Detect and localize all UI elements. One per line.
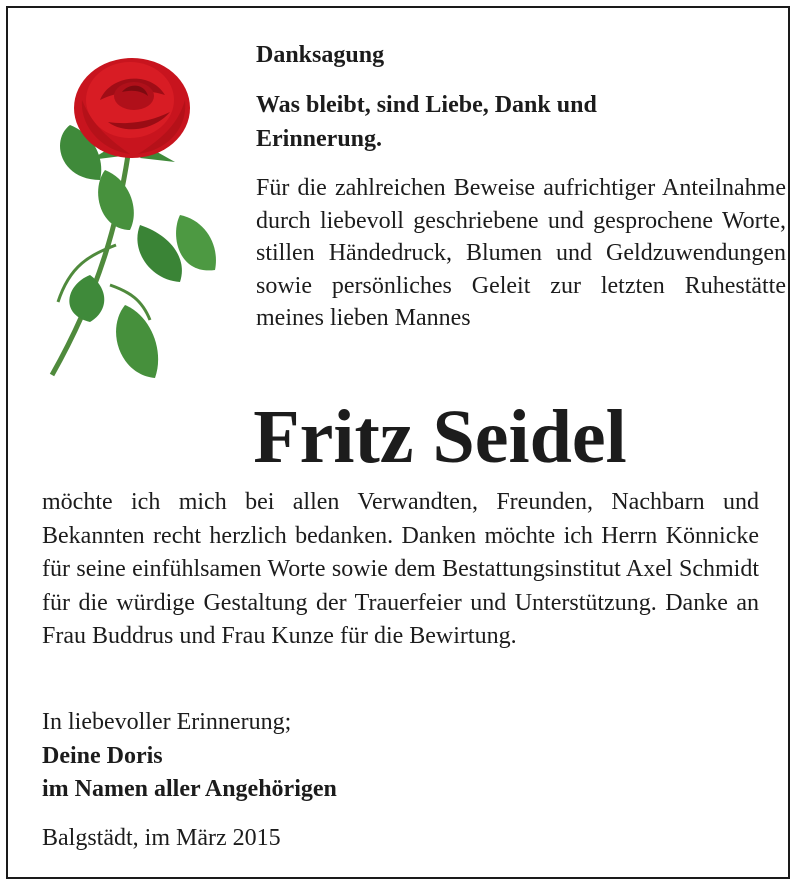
intro-block bbox=[256, 38, 786, 335]
deceased-name: Fritz Seidel bbox=[253, 395, 627, 479]
rose-image bbox=[30, 30, 240, 400]
thanks-paragraph: möchte ich mich bei allen Verwandten, Freunden, Nachbarn und Bekannten recht herzlich bedanken. Danken möchte ich Herrn Könnicke für seine einfühlsamen Worte sowie dem Bestattungsinstitut Axel Schmidt für die würdige Gestaltung der Trauerfeier und Unterstützung. Danke an Frau Buddrus und Frau Kunze für die Bewirtung. bbox=[42, 489, 759, 649]
signer-note: im Namen aller Angehörigen bbox=[42, 776, 337, 802]
closing-block bbox=[42, 706, 742, 807]
place-date: Balgstädt, im März 2015 bbox=[42, 825, 281, 851]
subheading-line-2: Erinnerung. bbox=[256, 126, 383, 152]
notice-heading: Danksagung bbox=[256, 42, 385, 68]
closing-phrase: In liebevoller Erinnerung; bbox=[42, 709, 292, 735]
intro-paragraph: Für die zahlreichen Beweise aufrichtiger Anteilnahme durch liebevoll geschriebene und gesprochene Worte, stillen Händedruck, Blumen und Geldzuwendungen sowie persönliches Geleit zur letzten Ruhestätte meines lieben Mannes bbox=[256, 175, 786, 331]
subheading-line-1: Was bleibt, sind Liebe, Dank und bbox=[256, 92, 597, 118]
notice-subheading bbox=[256, 88, 786, 156]
signer-name: Deine Doris bbox=[42, 742, 163, 769]
